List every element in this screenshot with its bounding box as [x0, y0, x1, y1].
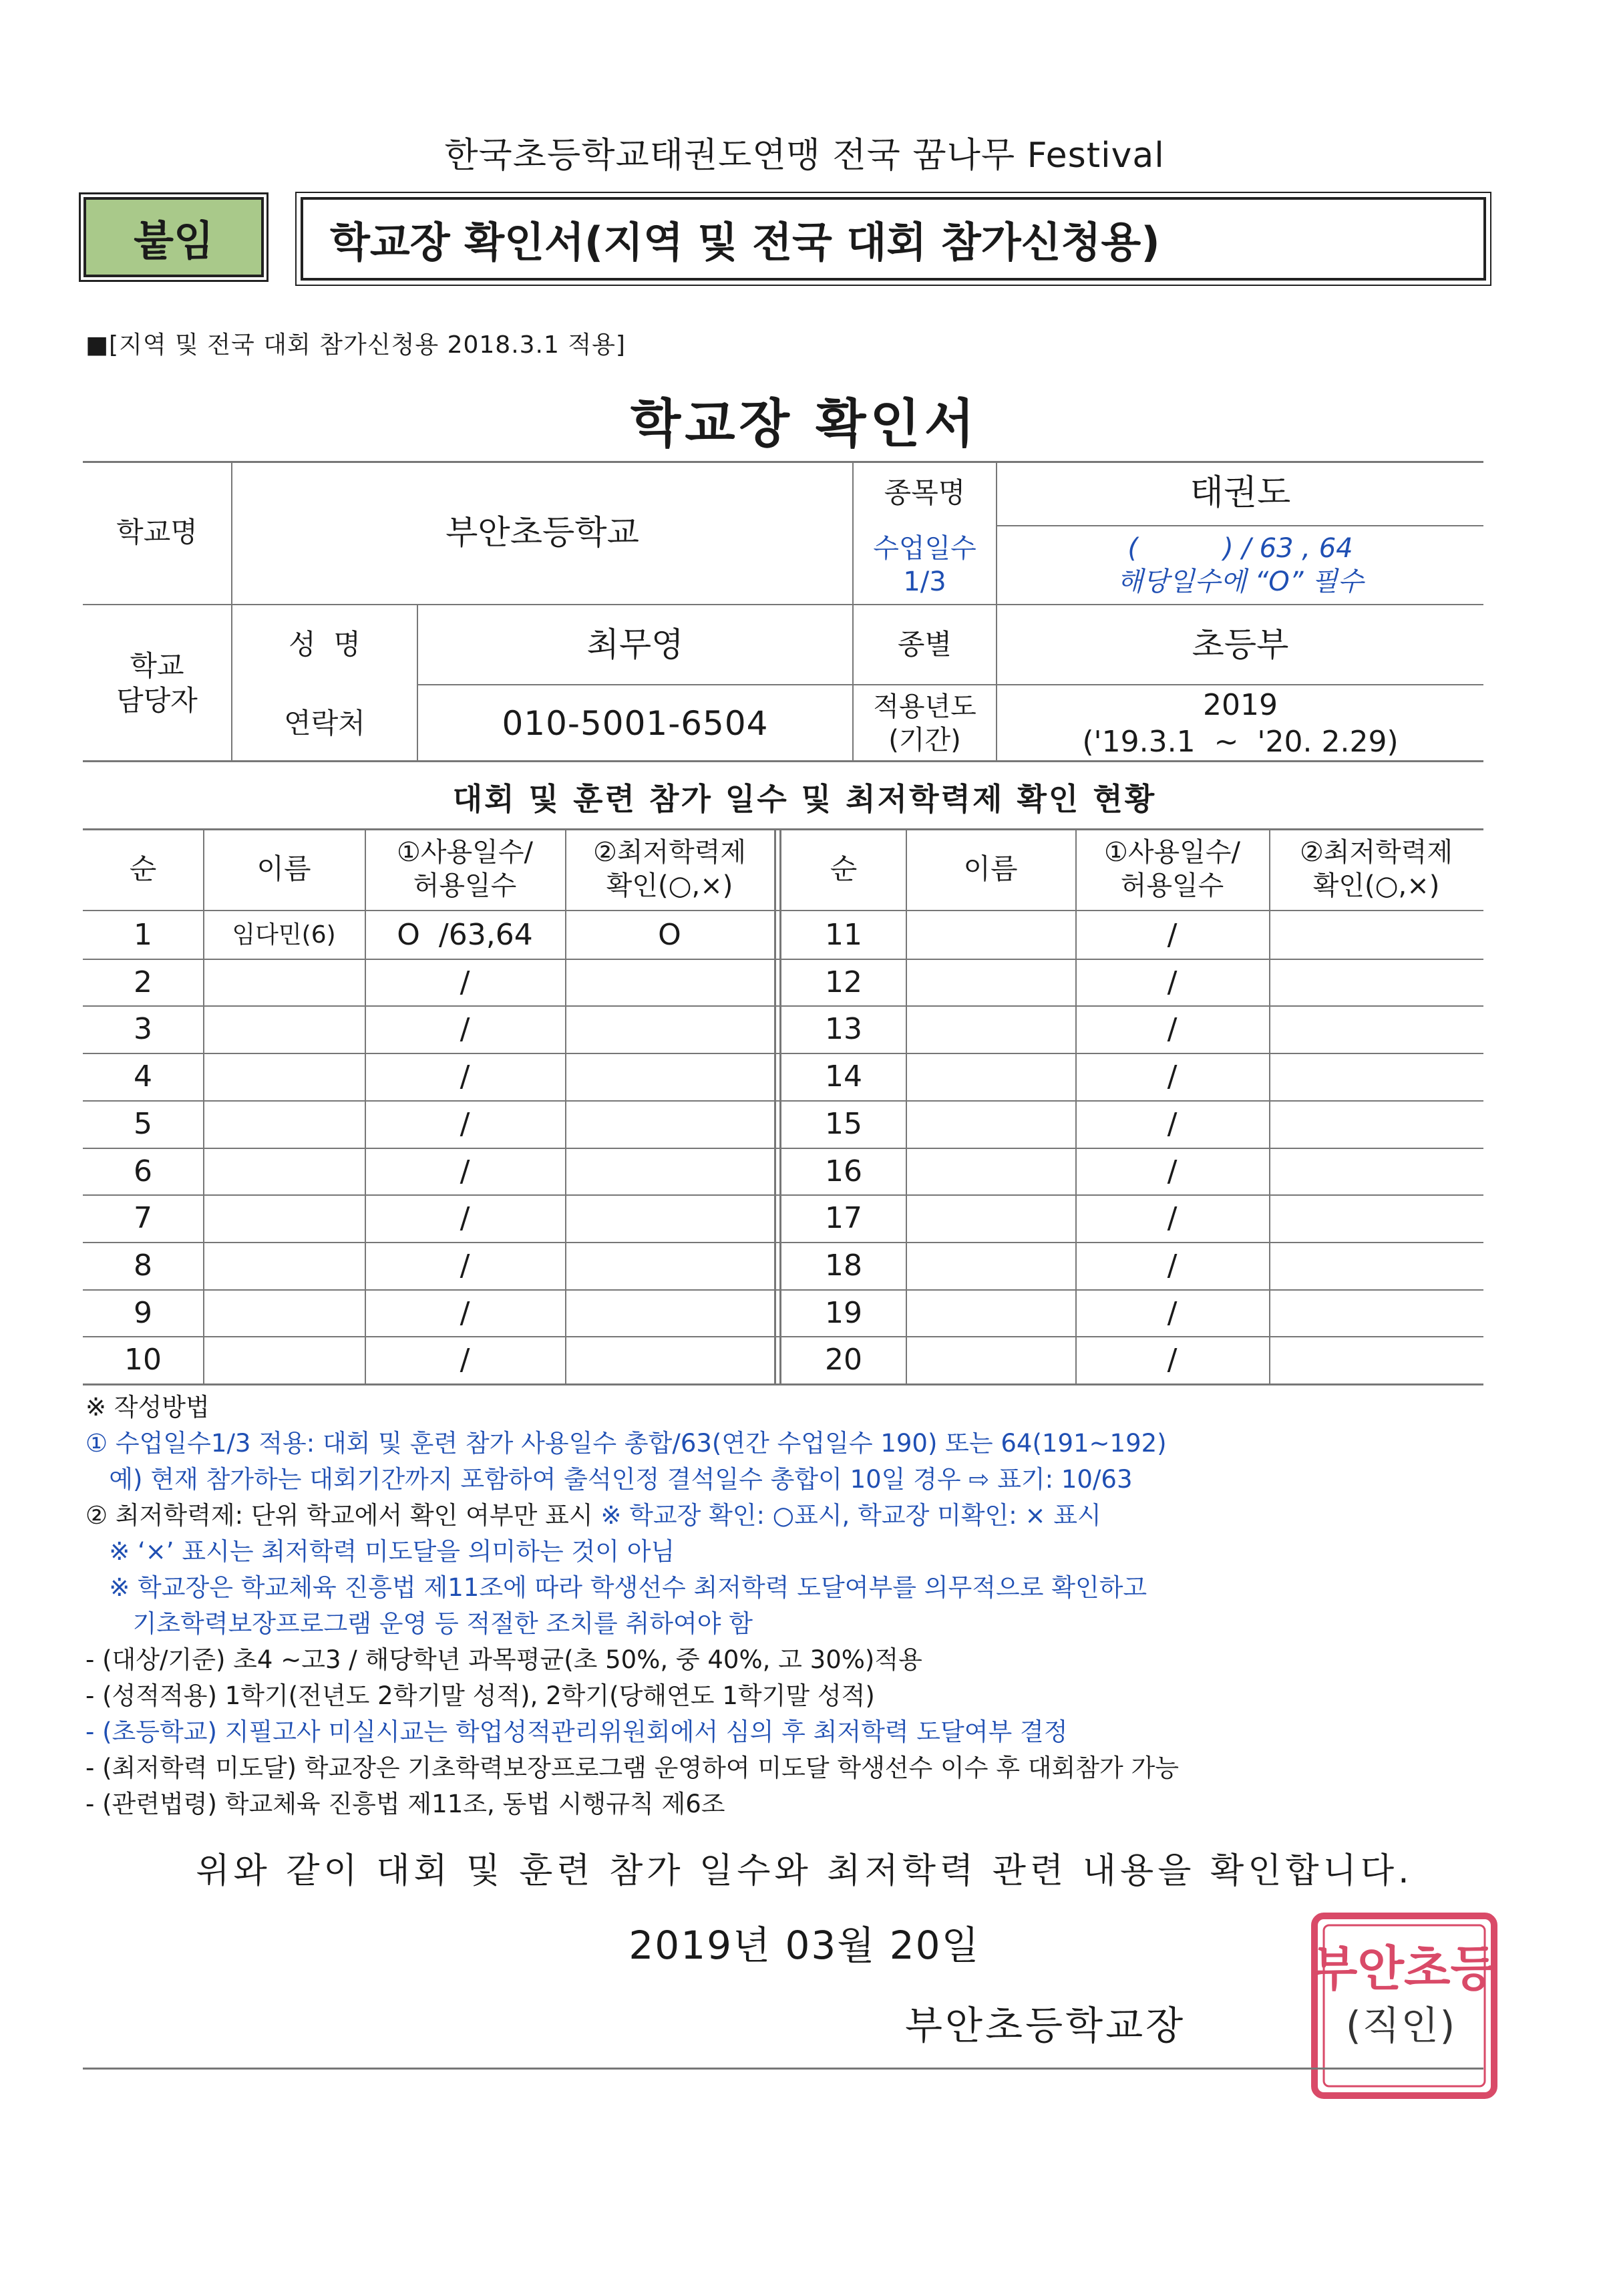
seal-text: 부안초등 — [1310, 1941, 1497, 1997]
right-row-name — [906, 1336, 1075, 1383]
left-row-name — [203, 1053, 365, 1100]
left-row-academic — [565, 1005, 774, 1053]
right-row-academic — [1269, 1148, 1483, 1195]
right-row-no: 12 — [825, 965, 862, 999]
document-title: 학교장 확인서(지역 및 전국 대회 참가신청용) — [301, 197, 1486, 281]
left-row-academic — [565, 959, 774, 1006]
instruction-note-2-line-2: 기초학력보장프로그램 운영 등 적절한 조치를 취하여야 함 — [85, 1609, 753, 1638]
right-row-name — [906, 1242, 1075, 1289]
sign-date: 2019년 03월 20일 — [629, 1923, 980, 1968]
header-days-right — [1075, 828, 1269, 910]
left-row-no: 8 — [134, 1249, 152, 1283]
right-row-days: / — [1167, 1296, 1178, 1330]
contact-label-2: 담당자 — [116, 684, 198, 717]
signer-name: 부안초등학교장 — [905, 2003, 1186, 2048]
left-row-name — [203, 1336, 365, 1383]
year-value-cell — [997, 685, 1483, 762]
year-label-1: 적용년도 — [873, 691, 976, 722]
left-row-days: / — [460, 1107, 470, 1141]
contact-label-1: 학교 — [130, 649, 184, 682]
left-row-days: / — [460, 1154, 470, 1188]
instruction-dash-3: - (초등학교) 지필고사 미실시교는 학업성적관리위원회에서 심의 후 최저학력 도달여부 결정 — [85, 1717, 1068, 1746]
right-row-days: / — [1167, 965, 1178, 999]
header-name-right: 이름 — [963, 852, 1018, 885]
right-row-name — [906, 959, 1075, 1006]
right-row-days: / — [1167, 918, 1178, 952]
left-row-no: 9 — [134, 1296, 152, 1330]
event-label: 종목명 — [884, 476, 966, 509]
right-row-name — [906, 1148, 1075, 1195]
header-academic-right — [1269, 828, 1483, 910]
section-title: 대회 및 훈련 참가 일수 및 최저학력제 확인 현황 — [452, 781, 1157, 817]
closing-statement: 위와 같이 대회 및 훈련 참가 일수와 최저학력 관련 내용을 확인합니다. — [196, 1851, 1413, 1891]
instruction-item-2 — [85, 1498, 1515, 1534]
right-row-days: / — [1167, 1154, 1178, 1188]
year-value: 2019 — [1203, 688, 1278, 722]
left-row-academic — [565, 1148, 774, 1195]
right-row-name — [906, 1289, 1075, 1337]
left-row-name — [203, 1005, 365, 1053]
left-row-name — [203, 959, 365, 1006]
instruction-item-2-prefix: ② 최저학력제: 단위 학교에서 확인 여부만 표시 — [85, 1501, 601, 1530]
header-days-1: ①사용일수/ — [1104, 837, 1240, 868]
right-row-no: 11 — [825, 918, 862, 952]
right-row-academic — [1269, 1336, 1483, 1383]
header-academic-1: ②최저학력제 — [592, 837, 747, 868]
left-row-no: 7 — [134, 1201, 152, 1235]
right-row-no: 16 — [825, 1154, 862, 1188]
left-row-name — [203, 1194, 365, 1242]
info-table — [83, 461, 1483, 762]
applies-note: ■[지역 및 전국 대회 참가신청용 2018.3.1 적용] — [85, 331, 626, 359]
left-row-name — [203, 1148, 365, 1195]
right-row-academic — [1269, 1289, 1483, 1337]
right-row-name — [906, 1194, 1075, 1242]
header-name-left: 이름 — [256, 852, 311, 885]
right-row-no: 17 — [825, 1201, 862, 1235]
right-row-no: 13 — [825, 1012, 862, 1046]
instruction-item-1-line-1: ① 수업일수1/3 적용: 대회 및 훈련 참가 사용일수 총합/63(연간 수업일수 190) 또는 64(191~192) — [85, 1429, 1167, 1458]
right-row-academic — [1269, 1242, 1483, 1289]
class-days-label-cell — [854, 526, 996, 604]
right-row-academic — [1269, 1053, 1483, 1100]
division-value: 초등부 — [1192, 625, 1289, 664]
right-row-days: / — [1167, 1107, 1178, 1141]
left-row-academic — [565, 1289, 774, 1337]
right-row-days: / — [1167, 1059, 1178, 1094]
right-row-academic — [1269, 1100, 1483, 1148]
left-row-days: / — [460, 1343, 470, 1377]
left-row-no: 2 — [134, 965, 152, 999]
left-row-days: / — [460, 1201, 470, 1235]
right-row-academic — [1269, 911, 1483, 959]
division-label: 종별 — [897, 627, 952, 661]
left-row-no: 6 — [134, 1154, 152, 1188]
left-row-academic — [565, 1053, 774, 1100]
header-academic-1: ②최저학력제 — [1299, 837, 1453, 868]
right-row-no: 14 — [825, 1059, 862, 1094]
right-row-days: / — [1167, 1012, 1178, 1046]
year-label-2: (기간) — [888, 725, 961, 756]
left-row-days: / — [460, 1059, 470, 1094]
class-days-label: 수업일수 — [873, 533, 976, 564]
header-no-right: 순 — [830, 852, 858, 885]
class-days-note: 해당일수에 “O” 필수 — [1117, 566, 1364, 597]
left-row-days: / — [460, 1012, 470, 1046]
right-row-no: 20 — [825, 1343, 862, 1377]
right-row-name — [906, 1053, 1075, 1100]
header-academic-left — [565, 828, 774, 910]
instructions — [85, 1389, 1515, 1822]
left-row-days: / — [460, 1249, 470, 1283]
bottom-rule — [83, 2068, 1483, 2070]
left-row-no: 5 — [134, 1107, 152, 1141]
phone-value: 010-5001-6504 — [502, 703, 769, 743]
instruction-item-1-line-2: 예) 현재 참가하는 대회기간까지 포함하여 출석인정 결석일수 총합이 10일 경우 ⇨ 표기: 10/63 — [85, 1465, 1133, 1494]
name-label: 성 명 — [289, 627, 361, 661]
class-days-ratio: 1/3 — [903, 566, 946, 597]
right-row-days: / — [1167, 1201, 1178, 1235]
year-label-cell — [854, 685, 996, 762]
left-row-days: O /63,64 — [397, 918, 533, 952]
left-row-academic — [565, 1194, 774, 1242]
left-row-no: 10 — [124, 1343, 162, 1377]
right-row-name — [906, 911, 1075, 959]
right-row-academic — [1269, 1005, 1483, 1053]
right-row-academic — [1269, 1194, 1483, 1242]
left-row-name — [203, 1100, 365, 1148]
school-label: 학교명 — [116, 515, 198, 548]
left-row-no: 3 — [134, 1012, 152, 1046]
left-row-academic — [565, 1336, 774, 1383]
left-row-academic — [565, 1242, 774, 1289]
right-row-academic — [1269, 959, 1483, 1006]
left-row-name — [203, 1289, 365, 1337]
instruction-note-1: ※ ‘×’ 표시는 최저학력 미도달을 의미하는 것이 아님 — [85, 1537, 675, 1566]
class-days-value: ( ) / 63 , 64 — [1127, 533, 1353, 564]
left-row-name: 임다민(6) — [232, 921, 336, 949]
school-name: 부안초등학교 — [445, 512, 639, 552]
period-value: ('19.3.1 ~ '20. 2.29) — [1082, 725, 1399, 759]
right-row-name — [906, 1100, 1075, 1148]
instruction-dash-2: - (성적적용) 1학기(전년도 2학기말 성적), 2학기(당해연도 1학기말 성적) — [85, 1681, 875, 1710]
festival-title: 한국초등학교태권도연맹 전국 꿈나무 Festival — [444, 136, 1165, 176]
left-row-no: 1 — [134, 918, 152, 952]
instruction-note-2-line-1: ※ 학교장은 학교체육 진흥법 제11조에 따라 학생선수 최저학력 도달여부를 의무적으로 확인하고 — [85, 1573, 1147, 1602]
left-row-days: / — [460, 965, 470, 999]
name-value: 최무영 — [586, 625, 684, 664]
contact-label-cell — [83, 605, 231, 762]
header-no-left: 순 — [129, 852, 157, 885]
header-days-2: 허용일수 — [1120, 870, 1224, 901]
class-days-value-cell — [997, 526, 1483, 604]
attachment-badge: 붙임 — [83, 197, 264, 277]
left-row-name — [203, 1242, 365, 1289]
instructions-heading: ※ 작성방법 — [85, 1393, 210, 1422]
instruction-dash-4: - (최저학력 미도달) 학교장은 기초학력보장프로그램 운영하여 미도달 학생선수 이수 후 대회참가 가능 — [85, 1754, 1180, 1782]
right-row-days: / — [1167, 1249, 1178, 1283]
left-row-no: 4 — [134, 1059, 152, 1094]
header-days-2: 허용일수 — [413, 870, 517, 901]
right-row-days: / — [1167, 1343, 1178, 1377]
instruction-dash-1: - (대상/기준) 초4 ~고3 / 해당학년 과목평균(초 50%, 중 40%, 고 30%)적용 — [85, 1645, 922, 1674]
right-row-no: 15 — [825, 1107, 862, 1141]
left-row-academic: O — [658, 918, 681, 952]
left-row-academic — [565, 1100, 774, 1148]
header-academic-2: 확인(○,×) — [606, 870, 733, 901]
right-row-no: 18 — [825, 1249, 862, 1283]
instruction-item-2-blue: ※ 학교장 확인: ○표시, 학교장 미확인: × 표시 — [600, 1501, 1101, 1530]
instruction-dash-5: - (관련법령) 학교체육 진흥법 제11조, 동법 시행규칙 제6조 — [85, 1790, 725, 1818]
phone-label: 연락처 — [284, 706, 365, 740]
seal-label: (직인) — [1346, 2003, 1457, 2048]
event-value: 태권도 — [1190, 472, 1291, 513]
main-title: 학교장 확인서 — [630, 394, 979, 454]
right-row-no: 19 — [825, 1296, 862, 1330]
header-days-left — [365, 828, 565, 910]
participation-table — [83, 828, 1483, 1385]
header-days-1: ①사용일수/ — [397, 837, 533, 868]
left-row-days: / — [460, 1296, 470, 1330]
header-academic-2: 확인(○,×) — [1312, 870, 1440, 901]
right-row-name — [906, 1005, 1075, 1053]
